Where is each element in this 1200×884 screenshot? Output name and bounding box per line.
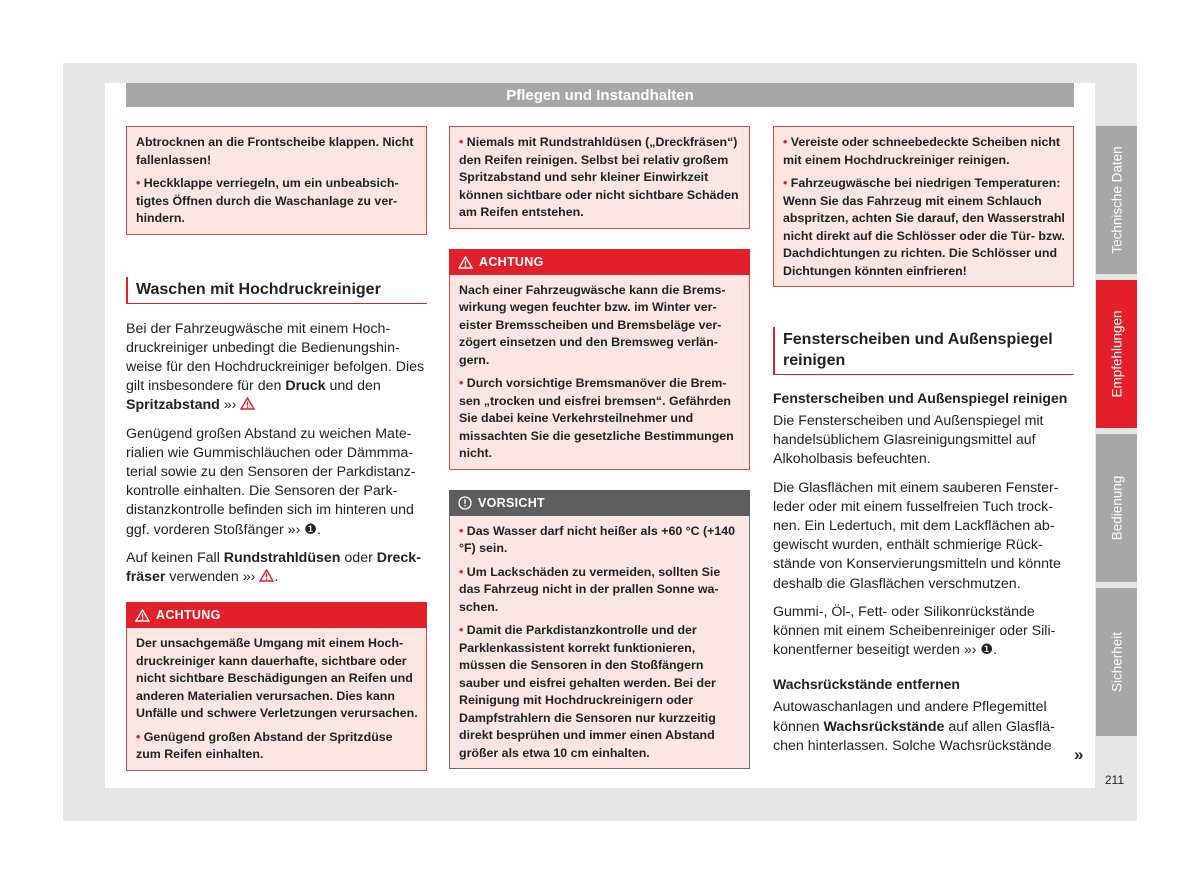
subheading: Wachsrückstände entfernen bbox=[773, 676, 960, 693]
side-tab-label: Technische Daten bbox=[1109, 146, 1124, 254]
page-number: 211 bbox=[1104, 773, 1124, 787]
bullet-icon: • bbox=[783, 135, 788, 149]
info-box-continued bbox=[773, 126, 1074, 287]
column-3 bbox=[773, 126, 1074, 765]
caution-bullet: • Damit die Parkdistanzkontrolle und der Parklenkassistent korrekt funktionieren, müssen die Sensoren in den Stoßfängern sauber und eisfrei gehalten werden. Bei der Reinigung mit Hochdruckreinigern oder Dampfstrahlern die Sensoren nur kurzzeitig direkt besprühen und immer einen Abstand größer als etwa 10 cm einhalten. bbox=[459, 623, 716, 760]
warning-triangle-icon bbox=[135, 609, 150, 622]
caution-bullet: • Das Wasser darf nicht heißer als +60 °C (+140 °F) sein. bbox=[459, 523, 736, 555]
warning-triangle-icon bbox=[240, 397, 255, 410]
warning-triangle-icon bbox=[458, 256, 473, 269]
bullet-icon: • bbox=[459, 135, 464, 149]
paragraph: Gummi-, Öl-, Fett- oder Silikonrückstände können mit einem Scheibenreiniger oder Silikonentferner beseitigt werden »› ❶. bbox=[773, 603, 1056, 659]
paragraph: Die Glasflächen mit einem sauberen Fensterleder oder mit einem fusselfreien Tuch trocknen. Ein Ledertuch, mit dem Lackflächen abgewischt wurden, enthält schmierige Rückstände von Konservierungsmitteln und könnte deshalb die Glasflächen verschmutzen. bbox=[773, 479, 1061, 592]
box-bullet: • Vereiste oder schneebedeckte Scheiben nicht mit einem Hochdruckreiniger reinigen. bbox=[783, 135, 1061, 167]
warning-bullet: • Durch vorsichtige Bremsmanöver die Bremsen „trocken und eisfrei bremsen“. Gefährden Sie dabei keine Verkehrsteilnehmer und missachten Sie die gesetzliche Bestimmungen nicht. bbox=[459, 376, 734, 460]
bullet-icon: • bbox=[136, 176, 141, 190]
side-tab-label: Bedienung bbox=[1109, 475, 1124, 541]
bullet-icon: • bbox=[783, 176, 788, 190]
caution-box bbox=[449, 516, 750, 770]
bullet-icon: • bbox=[459, 564, 464, 579]
bullet-icon: • bbox=[459, 376, 464, 390]
paragraph: Auf keinen Fall Rundstrahldüsen oder Dreckfräser verwenden »› . bbox=[126, 549, 421, 585]
paragraph: Die Fensterscheiben und Außenspiegel mit handelsüblichem Glasreinigungsmittel auf Alkoholbasis befeuchten. bbox=[773, 413, 1044, 468]
warning-box bbox=[449, 275, 750, 470]
column-2 bbox=[449, 126, 750, 769]
warning-text: Der unsachgemäße Umgang mit einem Hochdruckreiniger kann dauerhafte, sichtbare oder nicht sichtbare Beschädigungen an Reifen und anderen Materialien verursachen. Dies kann Unfälle und schwere Verletzungen verursachen. bbox=[136, 636, 418, 721]
side-tab-technische-daten[interactable] bbox=[1096, 126, 1137, 274]
side-tab-label: Sicherheit bbox=[1109, 631, 1124, 693]
paragraph: Autowaschanlagen und andere Pflegemittel können Wachsrückstände auf allen Glasflächen hinterlassen. Solche Wachsrückstände bbox=[773, 699, 1055, 754]
caution-bullet: • Um Lackschäden zu vermeiden, sollten Sie das Fahrzeug nicht in der prallen Sonne waschen. bbox=[459, 564, 721, 614]
side-tab-bedienung[interactable] bbox=[1096, 434, 1137, 582]
bullet-icon: • bbox=[459, 523, 464, 538]
info-circle-icon bbox=[458, 496, 472, 510]
warning-box bbox=[126, 628, 427, 771]
subheading: Fensterscheiben und Außenspiegel reinigen bbox=[773, 390, 1068, 406]
section-title-fensterscheiben: Fensterscheiben und Außenspiegel reinigen bbox=[773, 327, 1074, 375]
info-box-continued bbox=[126, 126, 427, 235]
column-1 bbox=[126, 126, 427, 771]
box-text: Abtrocknen an die Frontscheibe klappen. Nicht fallenlassen! bbox=[136, 135, 414, 167]
warning-header: ACHTUNG bbox=[449, 249, 750, 275]
continue-arrow-icon: » bbox=[1074, 745, 1084, 764]
warning-triangle-icon bbox=[259, 569, 274, 582]
caution-header: VORSICHT bbox=[449, 490, 750, 516]
info-box-continued bbox=[449, 126, 750, 229]
paragraph: Genügend großen Abstand zu weichen Materialien wie Gummischläuchen oder Dämmmaterial sowie zu den Sensoren der Parkdistanzkontrolle einhalten. Die Sensoren der Parkdistanzkontrolle befinden sich im hinteren und ggf. vorderen Stoßfänger »› ❶. bbox=[126, 425, 416, 538]
side-tab-sicherheit[interactable] bbox=[1096, 588, 1137, 736]
box-bullet: • Fahrzeugwäsche bei niedrigen Temperaturen: Wenn Sie das Fahrzeug mit einem Schlauch abspritzen, achten Sie darauf, den Wasserstrahl nicht direkt auf die Schlösser oder die Tür- bzw. Dachdichtungen zu richten. Die Schlösser und Dichtungen könnten einfrieren! bbox=[783, 176, 1065, 278]
paragraph: Bei der Fahrzeugwäsche mit einem Hochdruckreiniger unbedingt die Bedienungshinweise für den Hochdruckreiniger befolgen. Dies gilt insbesondere für den Druck und den Spritzabstand »› bbox=[126, 320, 425, 414]
warning-text: Nach einer Fahrzeugwäsche kann die Bremswirkung wegen feuchter bzw. im Winter vereister Bremsscheiben und Bremsbeläge verzögert einsetzen und den Bremsweg verlängern. bbox=[459, 282, 726, 367]
warning-header: ACHTUNG bbox=[126, 602, 427, 628]
chapter-header: Pflegen und Instandhalten bbox=[126, 83, 1074, 107]
section-title-hochdruckreiniger: Waschen mit Hochdruckreiniger bbox=[126, 277, 427, 304]
bullet-icon: • bbox=[459, 623, 464, 637]
box-bullet: • Heckklappe verriegeln, um ein unbeabsichtigtes Öffnen durch die Waschanlage zu verhindern. bbox=[136, 176, 399, 225]
box-bullet: • Niemals mit Rundstrahldüsen („Dreckfräsen“) den Reifen reinigen. Selbst bei relativ großem Spritzabstand und sehr kleiner Einwirkzeit können sichtbare oder nicht sichtbare Schäden am Reifen entstehen. bbox=[459, 135, 739, 219]
side-tab-label: Empfehlungen bbox=[1109, 310, 1124, 398]
side-tab-empfehlungen[interactable] bbox=[1096, 280, 1137, 428]
warning-bullet: • Genügend großen Abstand der Spritzdüse zum Reifen einhalten. bbox=[136, 729, 393, 762]
bullet-icon: • bbox=[136, 729, 141, 744]
